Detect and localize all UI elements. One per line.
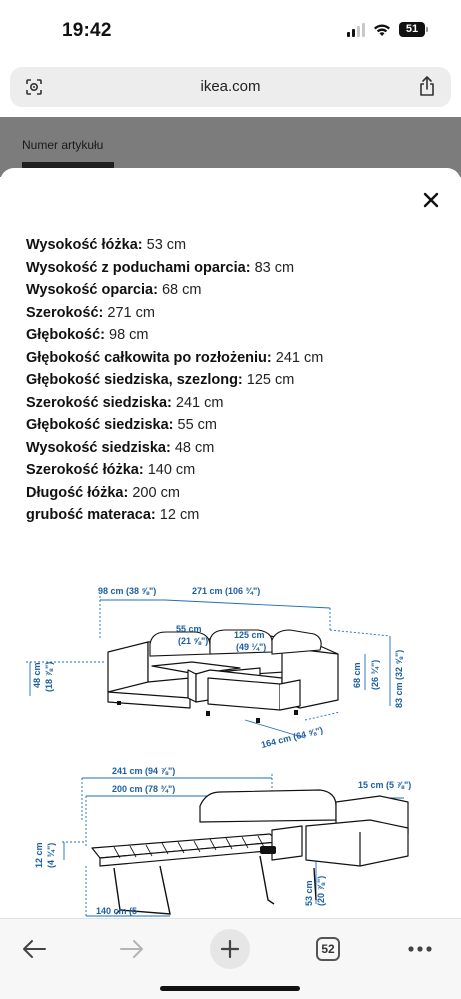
spec-label: Szerokość łóżka: xyxy=(26,462,144,478)
spec-row xyxy=(26,324,446,347)
status-time: 19:42 xyxy=(62,20,112,41)
status-icons xyxy=(347,22,425,37)
spec-value: 53 cm xyxy=(146,237,187,253)
dimensions-sheet xyxy=(0,168,461,918)
dim-55a: 55 cm xyxy=(176,624,202,634)
dim-15: 15 cm (5 ⅞") xyxy=(358,780,412,790)
address-bar[interactable] xyxy=(10,67,451,107)
spec-value: 241 cm xyxy=(275,349,324,366)
spec-label: Głębokość całkowita po rozłożeniu: xyxy=(26,349,272,366)
dim-200: 200 cm (78 ¾") xyxy=(112,784,176,794)
dim-241: 241 cm (94 ⅞") xyxy=(112,766,176,776)
spec-value: 12 cm xyxy=(159,507,200,523)
spec-label: Szerokość: xyxy=(26,304,104,321)
spec-row xyxy=(26,482,446,505)
close-icon[interactable] xyxy=(419,188,443,212)
dim-125b: (49 ¼") xyxy=(236,642,267,652)
dim-125a: 125 cm xyxy=(234,630,265,640)
spec-value: 200 cm xyxy=(132,484,180,501)
dim-53b: (20 ⅞") xyxy=(316,875,326,906)
spec-row xyxy=(26,504,446,527)
dim-140: 140 cm (5 xyxy=(96,906,138,916)
spec-row xyxy=(26,459,446,482)
new-tab-button[interactable] xyxy=(208,927,252,971)
spec-label: Wysokość oparcia: xyxy=(26,282,158,298)
dim-53a: 53 cm xyxy=(304,880,314,906)
dimension-diagram xyxy=(20,570,440,918)
spec-row xyxy=(26,437,446,460)
back-button[interactable] xyxy=(12,927,56,971)
spec-label: Długość łóżka: xyxy=(26,484,129,501)
dim-83: 83 cm (32 ⅝") xyxy=(394,649,404,708)
spec-label: Wysokość z poduchami oparcia: xyxy=(26,259,251,276)
spec-label: Wysokość siedziska: xyxy=(26,439,171,456)
spec-value: 83 cm xyxy=(254,259,295,276)
spec-row xyxy=(26,369,446,392)
spec-label: Szerokość siedziska: xyxy=(26,394,172,411)
more-menu-button[interactable] xyxy=(398,927,442,971)
dim-12a: 12 cm xyxy=(34,842,44,868)
dim-68b: (26 ¾") xyxy=(370,659,380,690)
spec-label: Wysokość łóżka: xyxy=(26,237,143,253)
spec-label: Głębokość siedziska, szezlong: xyxy=(26,372,243,388)
arrow-right-icon xyxy=(119,938,145,960)
dim-48a: 48 cm xyxy=(32,662,42,688)
article-number-label: Numer artykułu xyxy=(22,138,104,152)
spec-value: 241 cm xyxy=(175,394,224,411)
spec-row xyxy=(26,347,446,370)
more-dots-icon xyxy=(407,945,433,953)
dim-12b: (4 ¾") xyxy=(46,842,56,868)
spec-value: 140 cm xyxy=(147,462,196,478)
wifi-icon xyxy=(373,23,391,37)
battery-icon: 51 xyxy=(399,22,425,37)
spec-row xyxy=(26,302,446,325)
share-icon[interactable] xyxy=(417,75,437,97)
status-bar xyxy=(0,0,461,60)
spec-value: 125 cm xyxy=(246,372,295,388)
spec-value: 271 cm xyxy=(107,304,155,321)
spec-value: 68 cm xyxy=(161,282,202,298)
spec-value: 98 cm xyxy=(109,327,149,343)
spec-row xyxy=(26,279,446,302)
spec-label: grubość materaca: xyxy=(26,507,156,523)
plus-icon xyxy=(210,929,250,969)
cellular-signal-icon xyxy=(347,23,365,37)
dim-48b: (18 ⅞") xyxy=(44,661,54,692)
specs-list xyxy=(26,234,446,527)
dim-271: 271 cm (106 ¾") xyxy=(192,586,261,596)
spec-row xyxy=(26,392,446,415)
spec-label: Głębokość siedziska: xyxy=(26,417,174,433)
spec-row xyxy=(26,414,446,437)
spec-label: Głębokość: xyxy=(26,327,105,343)
forward-button[interactable] xyxy=(110,927,154,971)
home-indicator[interactable] xyxy=(160,986,300,991)
dim-164: 164 cm (64 ⅝") xyxy=(260,724,324,750)
dim-98: 98 cm (38 ⅝") xyxy=(98,586,157,596)
spec-row xyxy=(26,234,446,257)
spec-value: 48 cm xyxy=(174,439,215,456)
spec-row xyxy=(26,257,446,280)
dim-55b: (21 ⅝") xyxy=(178,636,209,646)
dim-68a: 68 cm xyxy=(352,662,362,688)
tabs-count: 52 xyxy=(316,937,340,961)
url-text[interactable]: ikea.com xyxy=(200,78,261,95)
spec-value: 55 cm xyxy=(177,417,218,433)
arrow-left-icon xyxy=(21,938,47,960)
tabs-button[interactable] xyxy=(306,927,350,971)
